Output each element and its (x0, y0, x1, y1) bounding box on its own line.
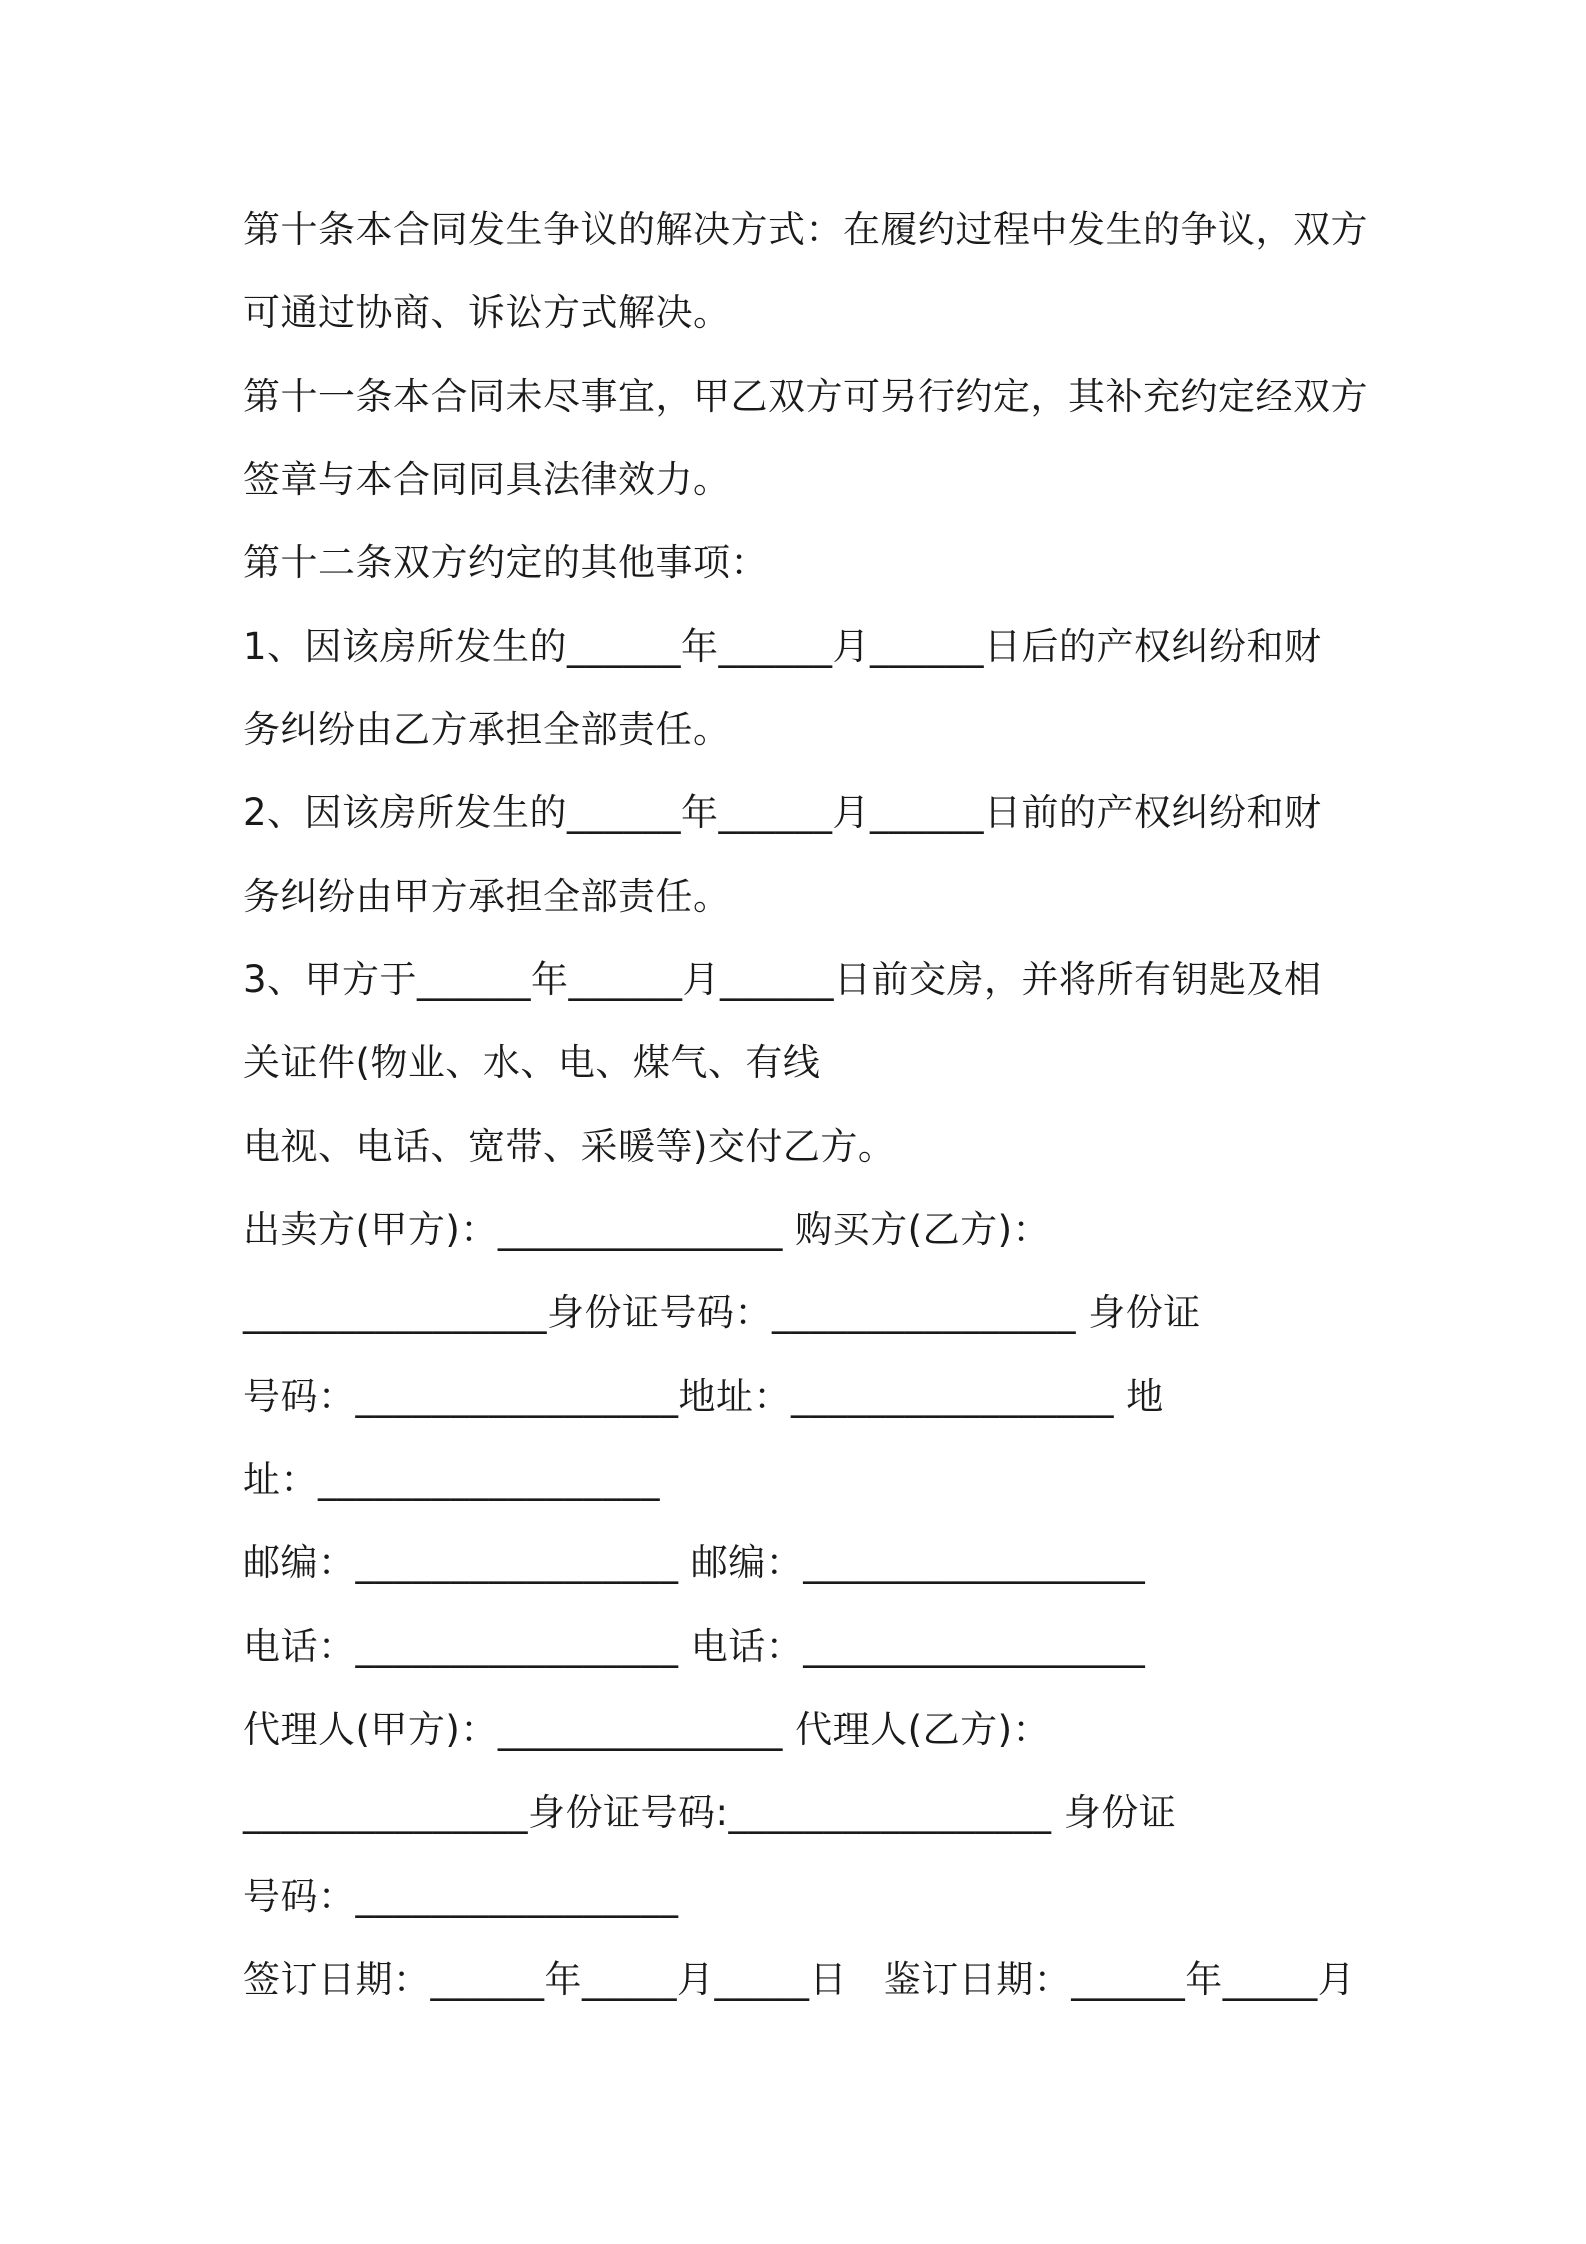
item-1-line-1: 1、因该房所发生的______年______月______日后的产权纠纷和财 (243, 625, 1322, 668)
agent-id-number-line: 号码：_________________ (243, 1875, 679, 1918)
item-3-line-2: 关证件(物业、水、电、煤气、有线 (243, 1041, 821, 1084)
article-10-line-1: 第十条本合同发生争议的解决方式：在履约过程中发生的争议，双方 (243, 208, 1368, 251)
article-10-line-2: 可通过协商、诉讼方式解决。 (243, 291, 731, 334)
article-11-line-1: 第十一条本合同未尽事宜，甲乙双方可另行约定，其补充约定经双方 (243, 375, 1368, 418)
phone-line: 电话：_________________ 电话：__________________ (243, 1625, 1146, 1668)
id-address-line: 号码：_________________地址：_________________ 地 (243, 1375, 1164, 1418)
item-2-line-2: 务纠纷由甲方承担全部责任。 (243, 875, 731, 918)
seller-buyer-line: 出卖方(甲方)：_______________ 购买方(乙方)： (243, 1208, 1051, 1251)
signing-date-line: 签订日期：______年_____月_____日 鉴订日期：______年_____月 (243, 1958, 1356, 2001)
item-2-line-1: 2、因该房所发生的______年______月______日前的产权纠纷和财 (243, 791, 1322, 834)
item-3-line-3: 电视、电话、宽带、采暖等)交付乙方。 (243, 1125, 896, 1168)
agent-line: 代理人(甲方)：_______________ 代理人(乙方)： (243, 1708, 1051, 1751)
address-line: 址：__________________ (243, 1458, 660, 1501)
postcode-line: 邮编：_________________ 邮编：__________________ (243, 1541, 1146, 1584)
item-1-line-2: 务纠纷由乙方承担全部责任。 (243, 708, 731, 751)
article-11-line-2: 签章与本合同同具法律效力。 (243, 458, 731, 501)
article-12-heading: 第十二条双方约定的其他事项： (243, 541, 768, 584)
item-3-line-1: 3、甲方于______年______月______日前交房，并将所有钥匙及相 (243, 958, 1322, 1001)
agent-id-line: _______________身份证号码:_________________ 身份证 (243, 1791, 1177, 1834)
id-number-line: ________________身份证号码：________________ 身份证 (243, 1291, 1201, 1334)
